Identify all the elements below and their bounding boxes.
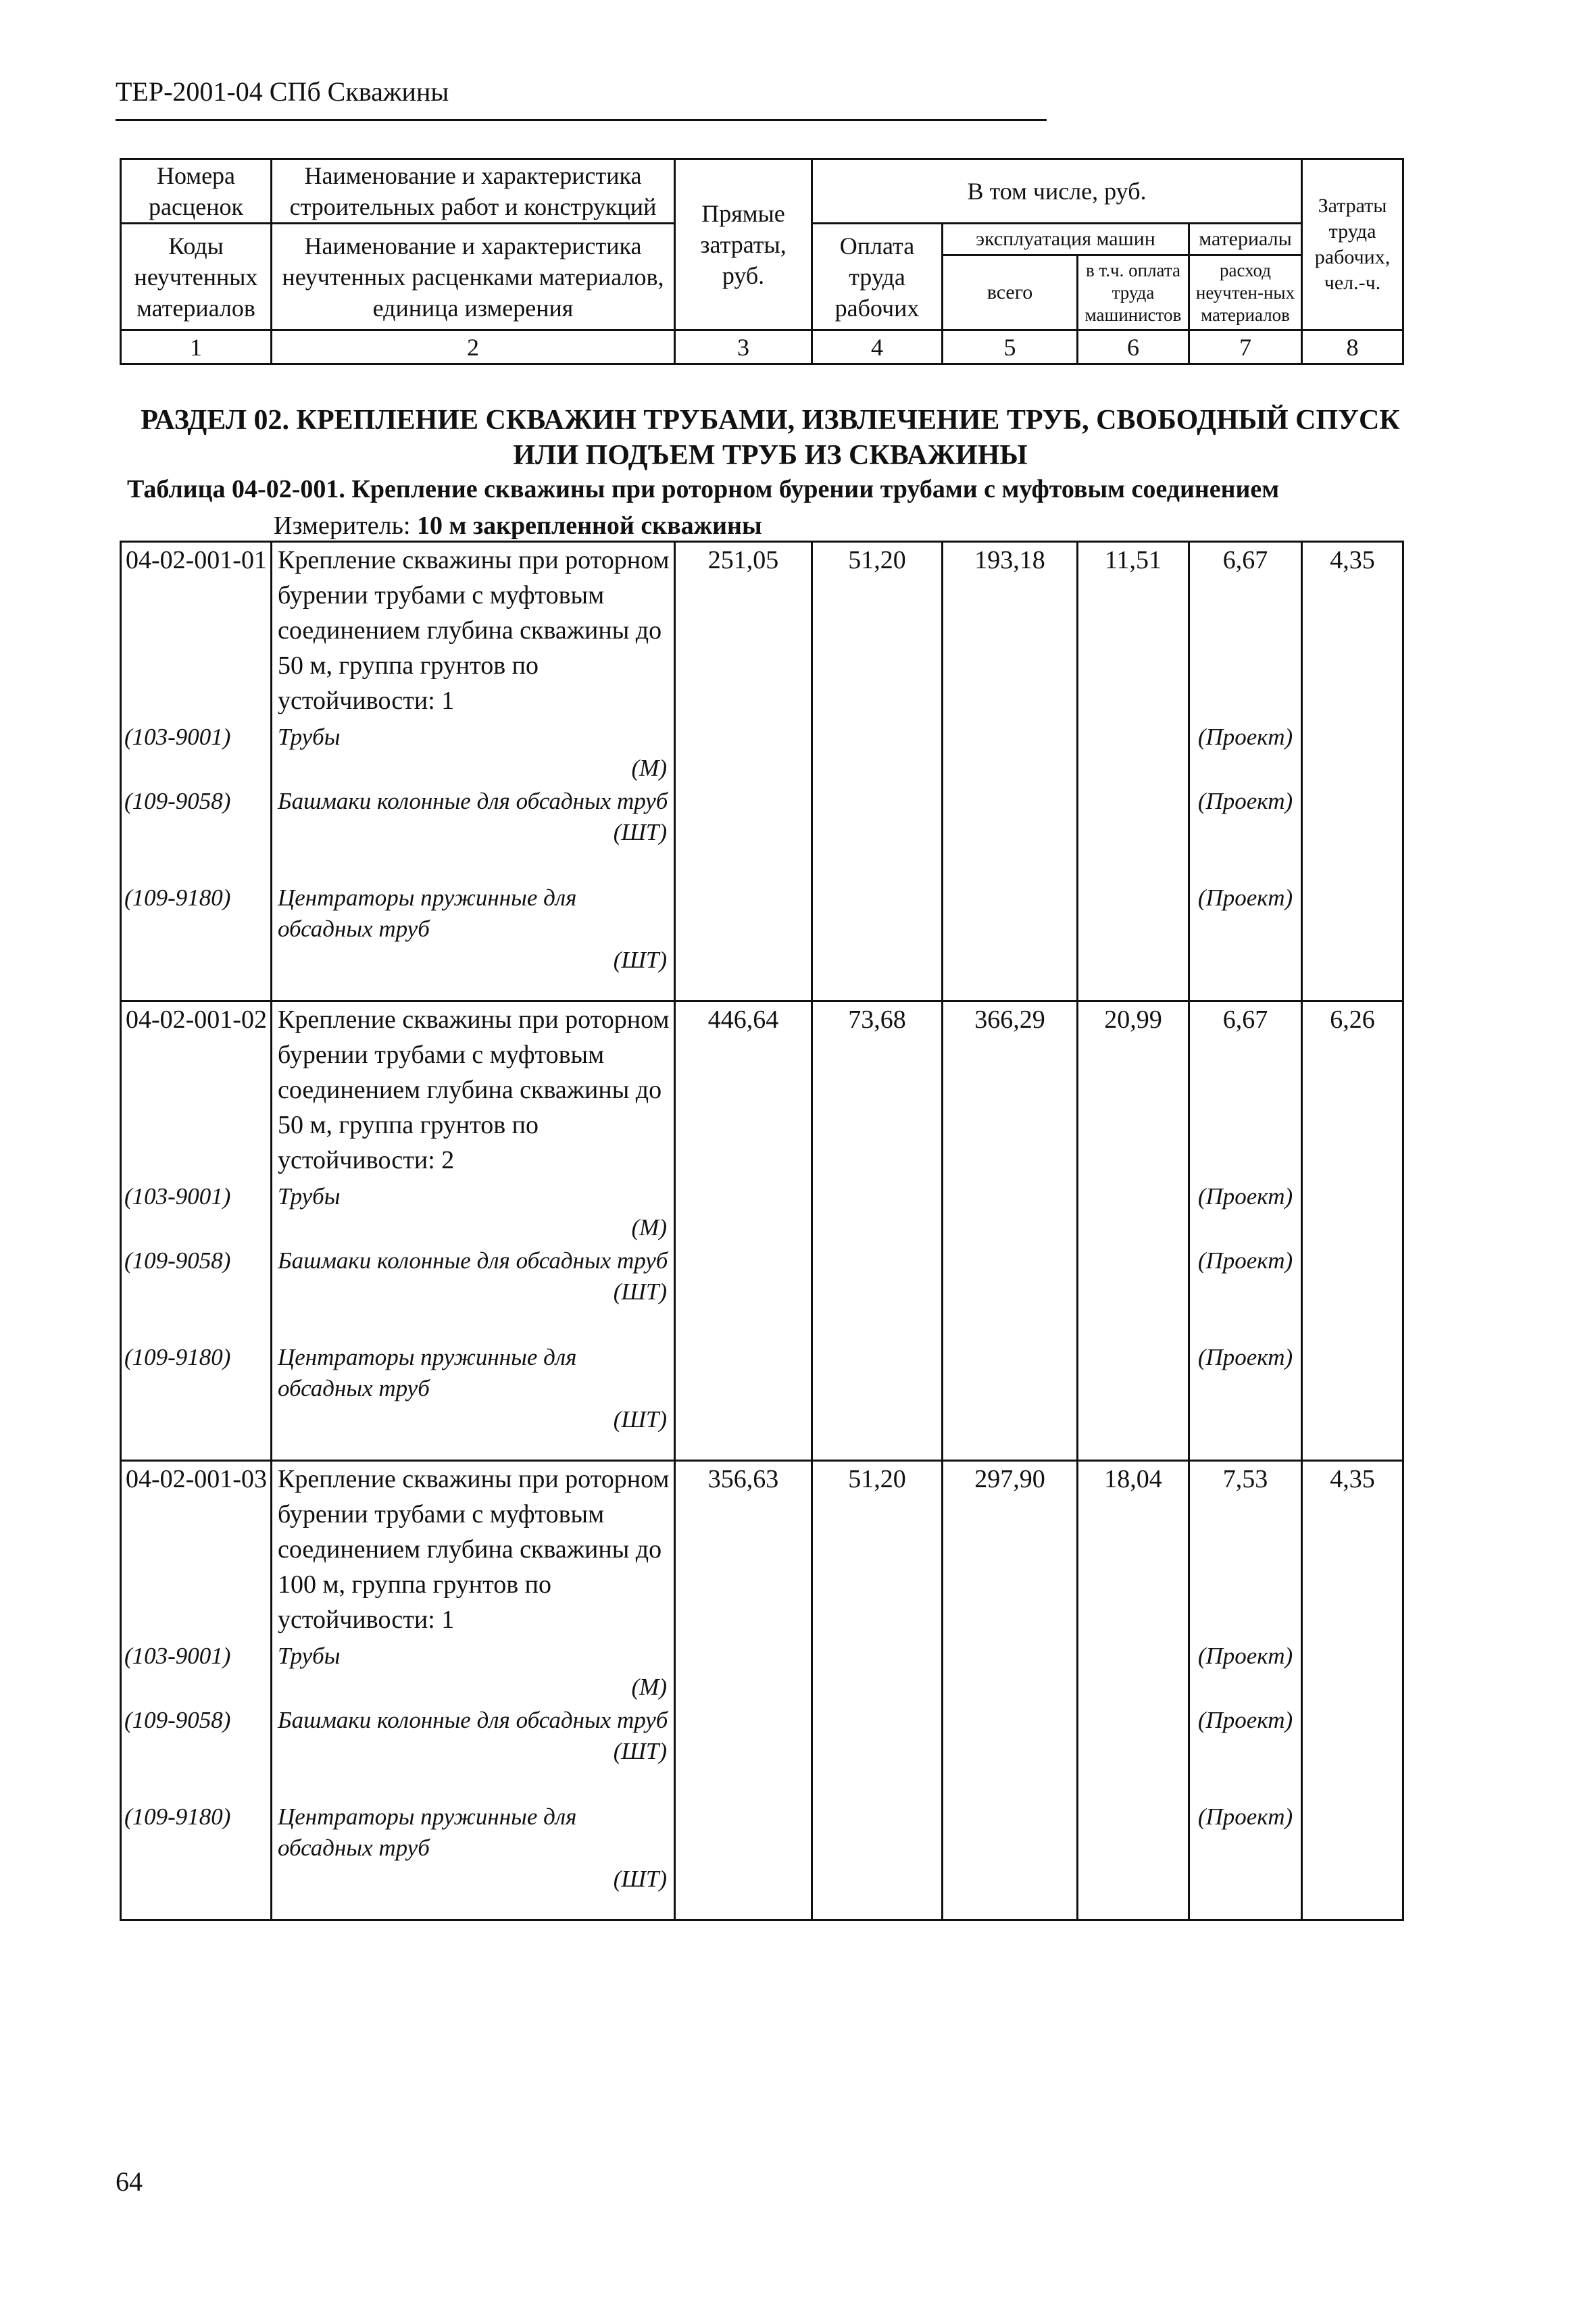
col6-machinists: в т.ч. оплата труда машинистов (1078, 255, 1189, 330)
col-group-including: В том числе, руб. (812, 159, 1302, 224)
material-consumption: (Проект) (1189, 1245, 1302, 1342)
rate-code: 04-02-001-03 (121, 1461, 272, 1641)
material-code: (103-9001) (121, 722, 272, 786)
col-number: 2 (272, 330, 675, 364)
material-consumption: (Проект) (1189, 1705, 1302, 1801)
page-number: 64 (116, 2166, 143, 2197)
material-consumption: (Проект) (1189, 1641, 1302, 1705)
col2-bottom: Наименование и характеристика неучтенных расценками материалов, единица измерения (272, 224, 675, 330)
material-name (272, 1342, 675, 1461)
col-number: 1 (121, 330, 272, 364)
material-name (272, 1245, 675, 1342)
running-title: ТЕР-2001-04 СПб Скважины (116, 76, 449, 107)
measure-line (274, 511, 762, 541)
material-unit: (ШТ) (613, 1278, 667, 1305)
labor-hours: 6,26 (1302, 1001, 1403, 1181)
col7-materials-consumption: расход неучтен-ных материалов (1189, 255, 1302, 330)
material-consumption: (Проект) (1189, 1181, 1302, 1245)
col-number: 6 (1078, 330, 1189, 364)
direct-cost: 356,63 (675, 1461, 812, 1641)
material-name-text: Трубы (278, 1183, 341, 1210)
col-number: 7 (1189, 330, 1302, 364)
col-group-machines: эксплуатация машин (943, 224, 1189, 255)
rate-name: Крепление скважины при роторном бурении трубами с муфтовым соединением глубина скважины до 50 м, группа грунтов по устойчивости: 2 (272, 1001, 675, 1181)
rate-name: Крепление скважины при роторном бурении трубами с муфтовым соединением глубина скважины до 50 м, группа грунтов по устойчивости: 1 (272, 542, 675, 722)
material-consumption: (Проект) (1189, 1801, 1302, 1920)
material-unit: (ШТ) (613, 946, 667, 973)
material-consumption: (Проект) (1189, 722, 1302, 786)
material-name-text: Трубы (278, 1642, 341, 1669)
machines-total: 366,29 (943, 1001, 1078, 1181)
table-title: Таблица 04-02-001. Крепление скважины при роторном бурении трубами с муфтовым соединением (127, 475, 1280, 503)
direct-cost: 251,05 (675, 542, 812, 722)
material-unit: (ШТ) (613, 1865, 667, 1892)
direct-cost: 446,64 (675, 1001, 812, 1181)
material-code: (109-9058) (121, 1705, 272, 1801)
material-consumption: (Проект) (1189, 786, 1302, 882)
machinists-pay: 11,51 (1078, 542, 1189, 722)
material-unit: (ШТ) (613, 1737, 667, 1764)
material-consumption: (Проект) (1189, 882, 1302, 1001)
rate-code: 04-02-001-01 (121, 542, 272, 722)
rates-table (120, 541, 1404, 1921)
material-name-text: Башмаки колонные для обсадных труб (278, 1706, 668, 1733)
material-unit: (М) (631, 1214, 667, 1241)
material-code: (109-9058) (121, 1245, 272, 1342)
col-number: 3 (675, 330, 812, 364)
col1-bottom: Коды неучтенных материалов (121, 224, 272, 330)
material-code: (109-9180) (121, 882, 272, 1001)
col2-top: Наименование и характеристика строительных работ и конструкций (272, 159, 675, 224)
col-number: 4 (812, 330, 943, 364)
labor-hours: 4,35 (1302, 542, 1403, 722)
measure-label: Измеритель: (274, 512, 417, 540)
measure-value: 10 м закрепленной скважины (417, 512, 762, 540)
rate-code: 04-02-001-02 (121, 1001, 272, 1181)
labor-cost: 73,68 (812, 1001, 943, 1181)
col5-machines-total: всего (943, 255, 1078, 330)
col8-labor-hours: Затраты труда рабочих, чел.-ч. (1302, 159, 1403, 330)
section-title: РАЗДЕЛ 02. КРЕПЛЕНИЕ СКВАЖИН ТРУБАМИ, ИЗВЛЕЧЕНИЕ ТРУБ, СВОБОДНЫЙ СПУСК ИЛИ ПОДЪЕМ ТРУБ ИЗ СКВАЖИНЫ (141, 405, 1400, 471)
column-header-table (120, 158, 1404, 365)
material-name (272, 722, 675, 786)
col1-top: Номера расценок (121, 159, 272, 224)
labor-cost: 51,20 (812, 1461, 943, 1641)
header-rule (116, 119, 1047, 121)
machinists-pay: 20,99 (1078, 1001, 1189, 1181)
material-unit: (М) (631, 754, 667, 781)
material-name (272, 1181, 675, 1245)
machinists-pay: 18,04 (1078, 1461, 1189, 1641)
material-unit: (ШТ) (613, 1405, 667, 1433)
col4-labor: Оплата труда рабочих (812, 224, 943, 330)
labor-cost: 51,20 (812, 542, 943, 722)
materials-cost: 6,67 (1189, 542, 1302, 722)
col-number: 5 (943, 330, 1078, 364)
labor-hours: 4,35 (1302, 1461, 1403, 1641)
materials-cost: 6,67 (1189, 1001, 1302, 1181)
material-name-text: Центраторы пружинные для обсадных труб (278, 884, 577, 942)
material-name (272, 1705, 675, 1801)
machines-total: 193,18 (943, 542, 1078, 722)
material-name (272, 1801, 675, 1920)
material-unit: (М) (631, 1673, 667, 1700)
material-unit: (ШТ) (613, 818, 667, 845)
col-group-materials: материалы (1189, 224, 1302, 255)
material-name-text: Башмаки колонные для обсадных труб (278, 1247, 668, 1274)
material-name (272, 882, 675, 1001)
material-code: (109-9180) (121, 1342, 272, 1461)
materials-cost: 7,53 (1189, 1461, 1302, 1641)
material-name-text: Центраторы пружинные для обсадных труб (278, 1803, 577, 1861)
material-name (272, 786, 675, 882)
material-code: (109-9058) (121, 786, 272, 882)
material-code: (103-9001) (121, 1641, 272, 1705)
machines-total: 297,90 (943, 1461, 1078, 1641)
material-name-text: Центраторы пружинные для обсадных труб (278, 1343, 577, 1401)
col-number: 8 (1302, 330, 1403, 364)
rate-name: Крепление скважины при роторном бурении трубами с муфтовым соединением глубина скважины до 100 м, группа грунтов по устойчивости: 1 (272, 1461, 675, 1641)
col3-direct: Прямые затраты, руб. (675, 159, 812, 330)
material-consumption: (Проект) (1189, 1342, 1302, 1461)
material-name (272, 1641, 675, 1705)
material-name-text: Трубы (278, 723, 341, 750)
material-code: (109-9180) (121, 1801, 272, 1920)
material-name-text: Башмаки колонные для обсадных труб (278, 787, 668, 814)
material-code: (103-9001) (121, 1181, 272, 1245)
